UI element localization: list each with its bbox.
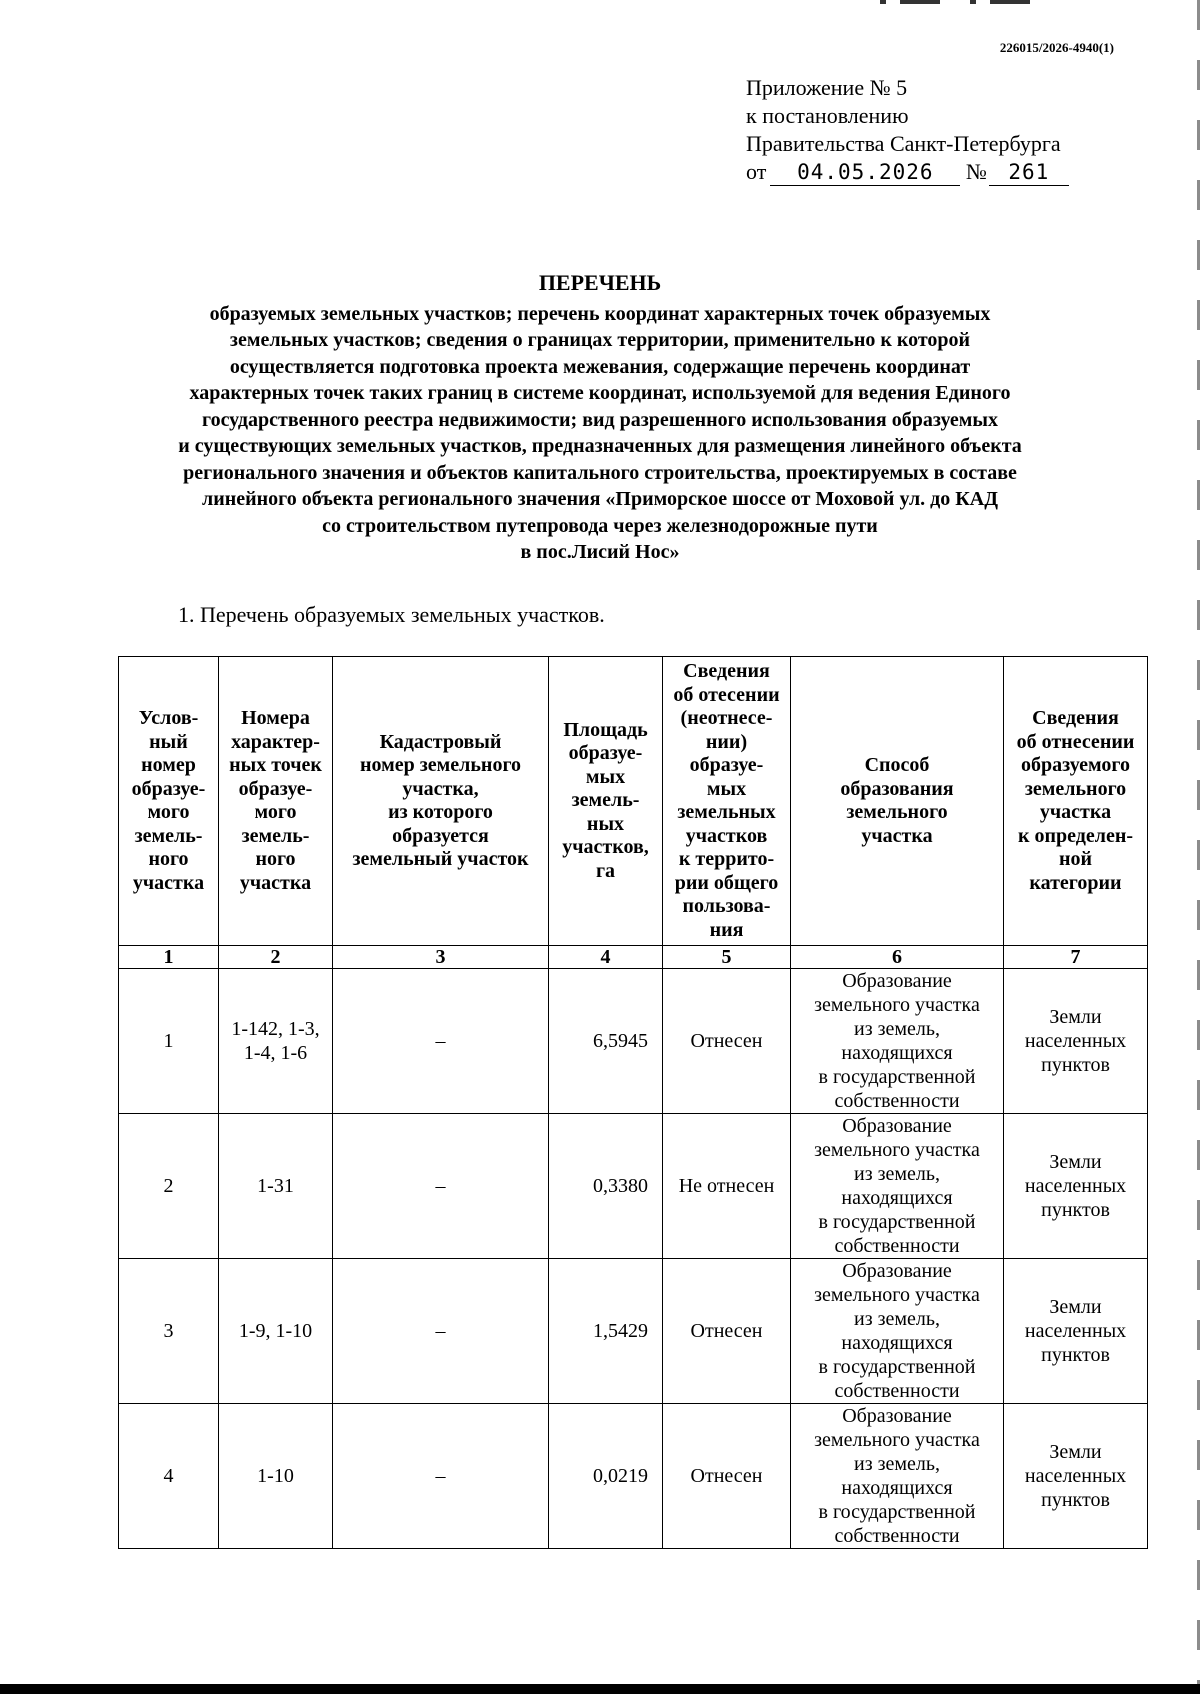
title-line: осуществляется подготовка проекта межевания, содержащие перечень координат: [229, 355, 971, 378]
appendix-date-line: [746, 158, 1069, 186]
column-number: 7: [1004, 946, 1148, 969]
table-header-row: [119, 657, 1148, 946]
column-number: 3: [333, 946, 549, 969]
cadastral-number: –: [333, 969, 549, 1114]
column-number: 4: [549, 946, 663, 969]
document-title: [100, 270, 1100, 566]
title-line: линейного объекта регионального значения «Приморское шоссе от Моховой ул. до КАД: [201, 488, 998, 510]
land-category: Земли населенных пунктов: [1004, 1404, 1148, 1549]
plot-area: 0,0219: [549, 1404, 663, 1549]
formation-method: Образование земельного участка из земель, находящихся в государственной собственности: [791, 1259, 1004, 1404]
land-category: Земли населенных пунктов: [1004, 1259, 1148, 1404]
scan-mark-top: [880, 0, 1060, 4]
column-number-row: [119, 946, 1148, 969]
land-plots-table: [118, 656, 1148, 1549]
appendix-line-1: Приложение № 5: [746, 75, 908, 100]
title-line: и существующих земельных участков, предназначенных для размещения линейного объекта: [178, 435, 1022, 457]
cadastral-number: –: [333, 1114, 549, 1259]
cadastral-number: –: [333, 1259, 549, 1404]
header-cell: Номера характер- ных точек образуе- мого земель- ного участка: [219, 657, 333, 946]
column-number: 6: [791, 946, 1004, 969]
header-cell: Способ образования земельного участка: [791, 657, 1004, 946]
header-cell: Площадь образуе- мых земель- ных участков, га: [549, 657, 663, 946]
column-number: 5: [663, 946, 791, 969]
header-cell: Сведения об отнесении образуемого земельного участка к определен- ной категории: [1004, 657, 1148, 946]
plot-number: 3: [119, 1259, 219, 1404]
title-main: ПЕРЕЧЕНЬ: [538, 270, 662, 295]
document-id: 226015/2026-4940(1): [999, 40, 1114, 55]
public-use-status: Не отнесен: [663, 1114, 791, 1259]
title-line: земельных участков; сведения о границах территории, применительно к которой: [229, 329, 971, 351]
header-cell: Кадастровый номер земельного участка, из которого образуется земельный участок: [333, 657, 549, 946]
table-row: [119, 1259, 1148, 1404]
plot-area: 6,5945: [549, 969, 663, 1114]
title-line: образуемых земельных участков; перечень координат характерных точек образуемых: [209, 302, 991, 325]
scan-border-bottom: [0, 1684, 1200, 1694]
appendix-line-3: Правительства Санкт-Петербурга: [746, 131, 1061, 156]
plot-area: 1,5429: [549, 1259, 663, 1404]
resolution-date: 04.05.2026: [770, 159, 960, 186]
section-heading: 1. Перечень образуемых земельных участков.: [178, 602, 605, 627]
plot-area: 0,3380: [549, 1114, 663, 1259]
title-line: характерных точек таких границ в системе координат, используемой для ведения Единого: [189, 382, 1011, 404]
column-number: 2: [219, 946, 333, 969]
plot-number: 4: [119, 1404, 219, 1549]
resolution-number: 261: [989, 159, 1069, 186]
plot-number: 1: [119, 969, 219, 1114]
plot-number: 2: [119, 1114, 219, 1259]
title-line: со строительством путепровода через железнодорожные пути: [322, 514, 878, 537]
characteristic-points: 1-31: [219, 1114, 333, 1259]
formation-method: Образование земельного участка из земель, находящихся в государственной собственности: [791, 1114, 1004, 1259]
public-use-status: Отнесен: [663, 1404, 791, 1549]
table-row: [119, 1404, 1148, 1549]
land-category: Земли населенных пунктов: [1004, 1114, 1148, 1259]
land-category: Земли населенных пунктов: [1004, 969, 1148, 1114]
characteristic-points: 1-10: [219, 1404, 333, 1549]
column-number: 1: [119, 946, 219, 969]
title-line: регионального значения и объектов капитального строительства, проектируемых в составе: [183, 461, 1017, 484]
public-use-status: Отнесен: [663, 1259, 791, 1404]
title-line: государственного реестра недвижимости; вид разрешенного использования образуемых: [201, 408, 998, 431]
table-row: [119, 969, 1148, 1114]
title-lines: [100, 301, 1100, 566]
number-prefix: №: [965, 159, 987, 184]
table-row: [119, 1114, 1148, 1259]
title-line: в пос.Лисий Нос»: [520, 541, 680, 563]
header-cell: Сведения об отесении (неотнесе- нии) образуе- мых земельных участков к террито- рии общего пользова- ния: [663, 657, 791, 946]
characteristic-points: 1-9, 1-10: [219, 1259, 333, 1404]
cadastral-number: –: [333, 1404, 549, 1549]
date-prefix: от: [746, 159, 767, 184]
formation-method: Образование земельного участка из земель, находящихся в государственной собственности: [791, 1404, 1004, 1549]
public-use-status: Отнесен: [663, 969, 791, 1114]
formation-method: Образование земельного участка из земель, находящихся в государственной собственности: [791, 969, 1004, 1114]
appendix-line-2: к постановлению: [746, 103, 909, 128]
appendix-block: [746, 74, 1069, 186]
characteristic-points: 1-142, 1-3, 1-4, 1-6: [219, 969, 333, 1114]
header-cell: Услов- ный номер образуе- мого земель- ного участка: [119, 657, 219, 946]
